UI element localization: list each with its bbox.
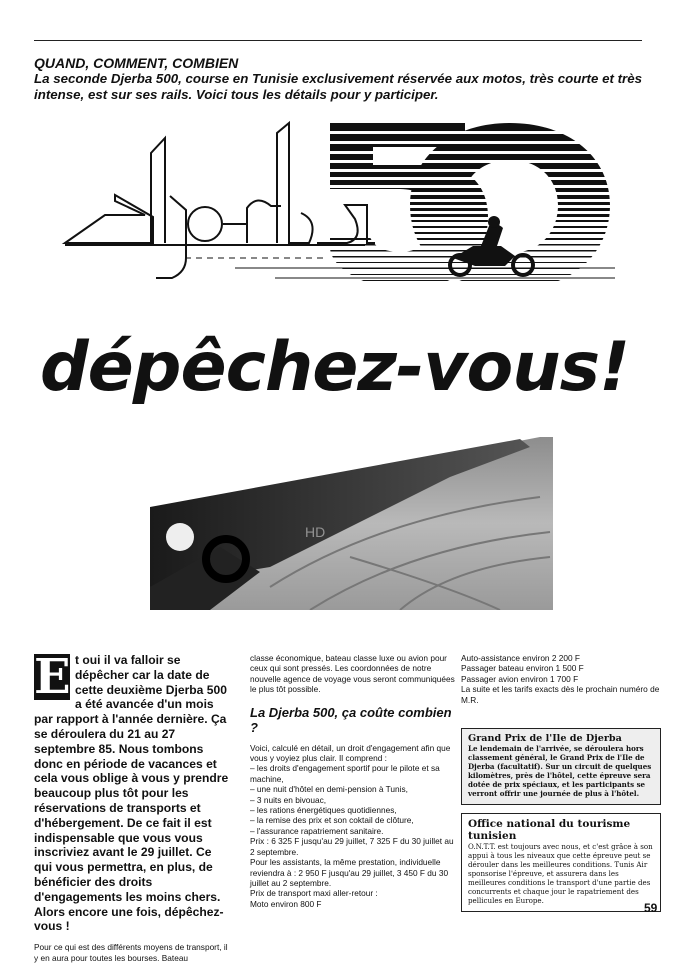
photo-watermark: HD <box>305 524 326 540</box>
col2-intro: classe économique, bateau classe luxe ou avion pour ceux qui sont pressés. Les coordonnées de notre nouvelle agence de voyage vous seront communiquées le plus tôt possible. <box>250 653 455 695</box>
list-item: – les rations énergétiques quotidiennes, <box>250 805 397 816</box>
grand-prix-title: Grand Prix de l'Ile de Djerba <box>468 733 622 745</box>
motorcycles-on-beach-photo <box>150 437 553 610</box>
article-column-2 <box>250 653 458 909</box>
tourism-office-title: Office national du tourisme tunisien <box>468 818 631 843</box>
djerba-script-lettering <box>65 123 375 278</box>
headline: dépêchez-vous! <box>40 328 630 407</box>
article-lead <box>34 649 231 934</box>
tourism-office-box <box>461 813 661 912</box>
price-line: Prix : 6 325 F jusqu'au 29 juillet, 7 325 F du 30 juillet au 2 septembre. <box>250 836 454 857</box>
djerba-500-logo <box>55 118 615 298</box>
lead-text: t oui il va falloir se dépêcher car la date de cette deuxième Djerba 500 a été avancée d'un mois par rapport à l'année dernière. Ça se déroulera du 21 au 27 septembre 85. Nous tombons donc en période de vacances et cela vous oblige à vous y prendre beaucoup plus tôt pour les réservations de transports et d'hébergement. De ce fait il est indispensable que vous vous inscriviez avant le 29 juillet. Ce qui vous permettra, en plus, de bénéficier des droits d'engagements les moins chers. Alors encore une fois, dépêchez-vous ! <box>34 653 229 934</box>
grand-prix-box <box>461 728 661 805</box>
article-column-1 <box>34 649 231 963</box>
price-line: Moto environ 800 F <box>250 898 322 909</box>
price-line: Auto-assistance environ 2 200 F <box>461 653 580 663</box>
col1-body: Pour ce qui est des différents moyens de transport, il y en aura pour toutes les bourses. Bateau <box>34 942 228 963</box>
grand-prix-text: Le lendemain de l'arrivée, se déroulera hors classement général, le Grand Prix de l'Ile de Djerba (facultatif). Sur un circuit de quelques kilomètres, près de l'hôtel, cette épreuve sera dotée de prix spéciaux, et les participants se verront offrir une journée de plus à l'hôtel. <box>468 744 652 799</box>
price-line: La suite et les tarifs exacts dès le prochain numéro de M.R. <box>461 684 660 705</box>
list-item: – les droits d'engagement sportif pour le pilote et sa machine, <box>250 763 440 784</box>
article-column-3 <box>461 653 661 912</box>
tourism-office-text: O.N.T.T. est toujours avec nous, et c'est grâce à son appui à tous les niveaux que cette épreuve peut se dérouler dans les meilleures conditions. Tunis Air sponsorise l'épreuve, et assurera dans les meilleures conditions le transport d'une partie des concurrents et chaque jour le rapatriement des pellicules en Europe. <box>468 842 653 906</box>
cost-intro: Voici, calculé en détail, un droit d'engagement afin que vous y voyiez plus clair. Il comprend : <box>250 742 451 764</box>
drop-cap: E <box>34 649 71 705</box>
list-item: – une nuit d'hôtel en demi-pension à Tunis, <box>250 784 408 795</box>
price-line: Passager bateau environ 1 500 F <box>461 663 584 674</box>
cost-subhead: La Djerba 500, ça coûte combien ? <box>250 704 452 735</box>
top-rule <box>34 40 642 41</box>
list-item: – la remise des prix et son coktail de clôture, <box>250 815 414 826</box>
price-line: Passager avion environ 1 700 F <box>461 673 579 684</box>
list-item: – 3 nuits en bivouac, <box>250 794 327 805</box>
deck: La seconde Djerba 500, course en Tunisie exclusivement réservée aux motos, très courte et très intense, est sur ses rails. Voici tous les détails pour y participer. <box>34 71 642 102</box>
price-line: Prix de transport maxi aller-retour : <box>250 888 378 899</box>
kicker: QUAND, COMMENT, COMBIEN <box>34 55 239 71</box>
page-number: 59 <box>644 901 658 915</box>
list-item: – l'assurance rapatriement sanitaire. <box>250 825 384 836</box>
price-line: Pour les assistants, la même prestation, individuelle reviendra à : 2 950 F jusqu'au 29 juillet, 3 450 F du 30 juillet au 2 septembre. <box>250 857 449 888</box>
